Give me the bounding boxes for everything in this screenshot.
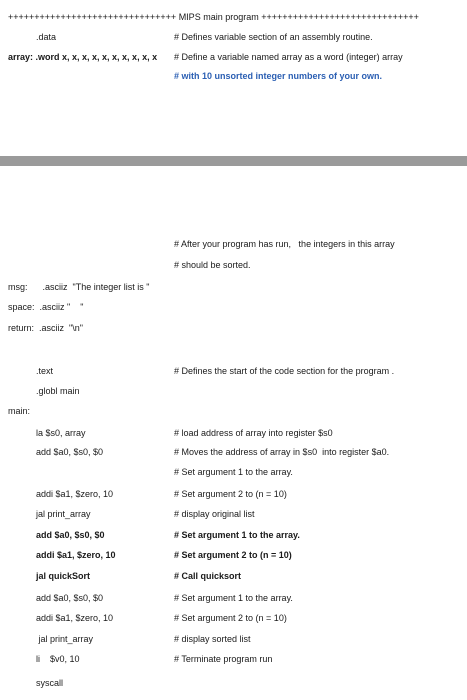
data-directive-comment: # Defines variable section of an assembly routine. xyxy=(174,32,373,42)
array-comment-highlight: # with 10 unsorted integer numbers of your own. xyxy=(174,71,383,81)
header-line: ++++++++++++++++++++++++++++++++ MIPS main program ++++++++++++++++++++++++++++++ xyxy=(8,12,419,22)
separator-bar xyxy=(0,156,467,166)
code-instruction: jal print_array xyxy=(36,509,91,519)
space-string: space: .asciiz " " xyxy=(8,302,84,312)
globl-directive: .globl main xyxy=(36,386,80,396)
main-label: main: xyxy=(8,406,31,416)
code-instruction: add $a0, $s0, $0 xyxy=(36,593,104,603)
code-instruction: add $a0, $s0, $0 xyxy=(36,447,104,457)
code-comment: # Set argument 1 to the array. xyxy=(174,593,293,603)
code-comment: # Set argument 2 to (n = 10) xyxy=(174,489,287,499)
code-instruction: syscall xyxy=(36,678,64,688)
code-comment: # display original list xyxy=(174,509,255,519)
code-instruction: li $v0, 10 xyxy=(36,654,80,664)
code-comment: # Terminate program run xyxy=(174,654,273,664)
code-comment: # load address of array into register $s0 xyxy=(174,428,333,438)
code-instruction: add $a0, $s0, $0 xyxy=(36,530,105,540)
array-comment: # Define a variable named array as a word (integer) array xyxy=(174,52,403,62)
after-comment-1: # After your program has run, the integers in this array xyxy=(174,239,395,249)
msg-string: msg: .asciiz "The integer list is " xyxy=(8,282,150,292)
code-comment: # Set argument 2 to (n = 10) xyxy=(174,550,292,560)
code-comment: # Call quicksort xyxy=(174,571,242,581)
array-declaration: array: .word x, x, x, x, x, x, x, x, x, x xyxy=(8,52,158,62)
return-string: return: .asciiz "\n" xyxy=(8,323,83,333)
code-instruction: la $s0, array xyxy=(36,428,86,438)
after-comment-2: # should be sorted. xyxy=(174,260,251,270)
code-instruction: jal print_array xyxy=(36,634,94,644)
code-comment: # Set argument 1 to the array. xyxy=(174,530,300,540)
data-directive: .data xyxy=(36,32,57,42)
code-instruction: addi $a1, $zero, 10 xyxy=(36,613,114,623)
code-comment: # display sorted list xyxy=(174,634,251,644)
code-comment: # Moves the address of array in $s0 into register $a0. xyxy=(174,447,390,457)
text-directive: .text xyxy=(36,366,54,376)
code-comment: # Set argument 1 to the array. xyxy=(174,467,293,477)
code-instruction: addi $a1, $zero, 10 xyxy=(36,550,116,560)
text-directive-comment: # Defines the start of the code section for the program . xyxy=(174,366,395,376)
code-instruction: addi $a1, $zero, 10 xyxy=(36,489,114,499)
code-comment: # Set argument 2 to (n = 10) xyxy=(174,613,287,623)
code-instruction: jal quickSort xyxy=(36,571,91,581)
